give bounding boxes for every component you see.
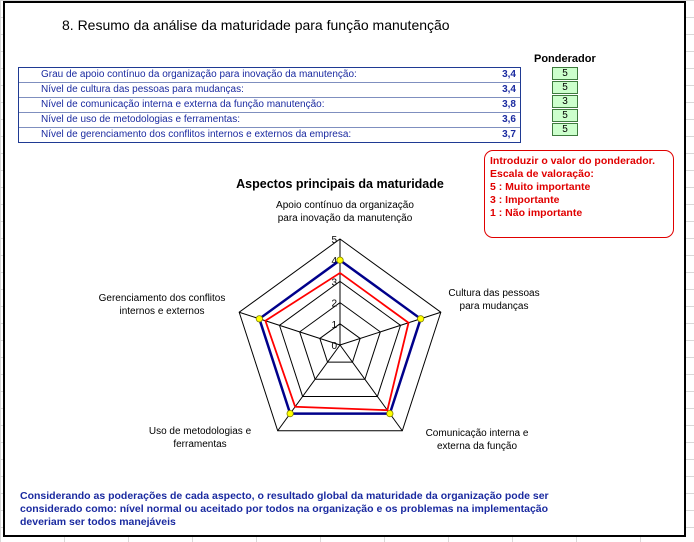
row-value: 3,8 xyxy=(502,99,516,110)
row-label: Nível de gerenciamento dos conflitos internos e externos da empresa: xyxy=(41,129,352,140)
weight-input[interactable]: 5 xyxy=(552,81,578,94)
axis-label: Gerenciamento dos conflitos internos e externos xyxy=(98,293,226,317)
tick-label: 1 xyxy=(331,319,337,331)
row-value: 3,4 xyxy=(502,84,516,95)
axis-label: Uso de metodologias e ferramentas xyxy=(148,426,252,450)
tick-label: 0 xyxy=(331,341,337,352)
row-label: Nível de cultura das pessoas para mudanças: xyxy=(41,84,244,95)
tick-label: 2 xyxy=(331,298,337,310)
axis-spoke xyxy=(239,312,340,345)
tick-label: 5 xyxy=(331,235,337,246)
weight-input[interactable]: 3 xyxy=(552,95,578,108)
note-line: Escala de valoração: xyxy=(490,168,594,180)
conclusion-text xyxy=(20,490,620,529)
conclusion-line: deveriam ser todos manejáveis xyxy=(20,516,176,528)
data-point xyxy=(417,316,423,322)
axis-label: Comunicação interna e externa da função xyxy=(425,428,529,452)
tick-label: 3 xyxy=(331,277,337,289)
data-point xyxy=(387,410,393,416)
weight-input[interactable]: 5 xyxy=(552,109,578,122)
conclusion-line: Considerando as poderações de cada aspecto, o resultado global da maturidade da organização pode ser xyxy=(20,490,549,502)
row-value: 3,6 xyxy=(502,114,516,125)
axis-label: Apoio contínuo da organização para inovação da manutenção xyxy=(276,200,414,224)
row-value: 3,4 xyxy=(502,69,516,80)
chart-title: Aspectos principais da maturidade xyxy=(236,177,444,191)
row-label: Grau de apoio contínuo da organização para inovação da manutenção: xyxy=(41,69,357,80)
ponderador-header: Ponderador xyxy=(534,53,596,65)
conclusion-line: considerado como: nível normal ou aceitado por todos na organização e os problemas na implementação xyxy=(20,503,549,515)
row-label: Nível de comunicação interna e externa da função manutenção: xyxy=(41,99,325,110)
axis-spoke xyxy=(340,312,441,345)
data-point xyxy=(287,410,293,416)
note-line: 3 : Importante xyxy=(490,194,560,206)
weight-input[interactable]: 5 xyxy=(552,67,578,80)
data-point xyxy=(337,257,343,263)
note-line: 1 : Não importante xyxy=(490,207,583,219)
axis-spoke xyxy=(278,345,340,431)
note-line: Introduzir o valor do ponderador. xyxy=(490,155,656,167)
row-label: Nível de uso de metodologias e ferramentas: xyxy=(41,114,240,125)
tick-label: 4 xyxy=(331,256,337,268)
weight-input[interactable]: 5 xyxy=(552,123,578,136)
data-point xyxy=(256,316,262,322)
row-value: 3,7 xyxy=(502,129,516,140)
page-title: 8. Resumo da análise da maturidade para função manutenção xyxy=(62,17,450,33)
axis-label: Cultura das pessoas para mudanças xyxy=(448,288,540,312)
note-line: 5 : Muito importante xyxy=(490,181,591,193)
